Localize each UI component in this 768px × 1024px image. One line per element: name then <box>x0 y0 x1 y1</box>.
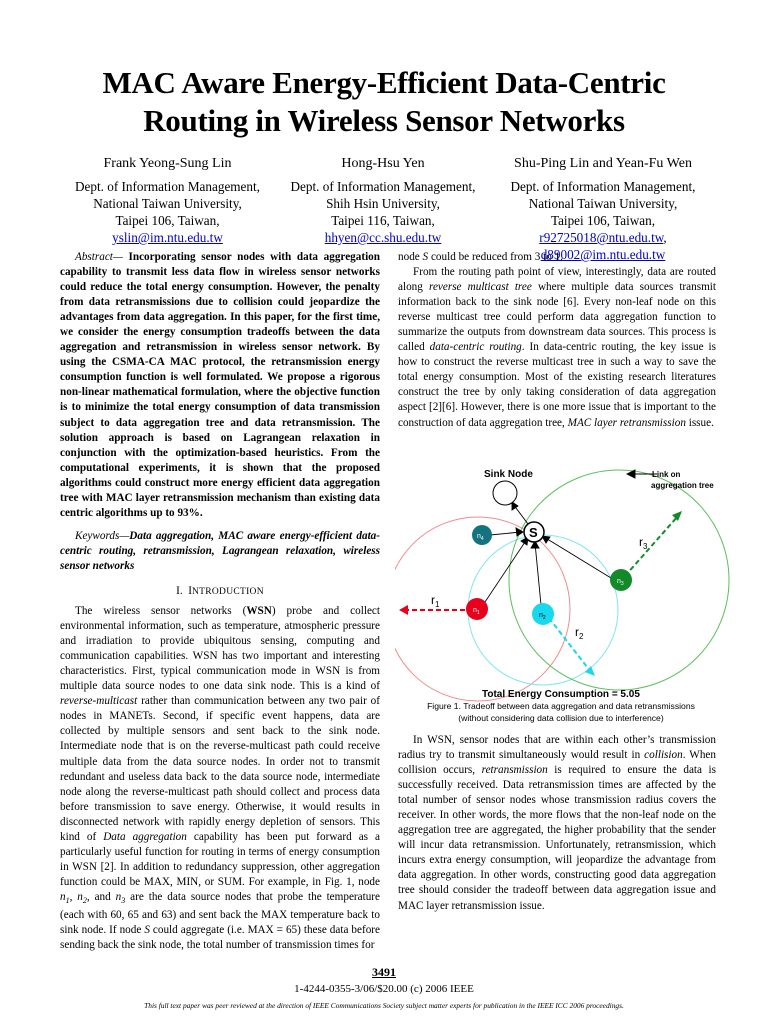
sink-node <box>493 481 517 505</box>
node-n2-label: $n_2$ <box>539 612 546 621</box>
text-run: , and <box>86 890 116 903</box>
radius-r3-label: $r_3$ <box>639 535 648 551</box>
paper-title <box>40 64 728 140</box>
figure-caption-line-2: (without considering data collision due to interference) <box>458 713 664 723</box>
intro-paragraph <box>60 604 380 953</box>
author-name: Hong-Hsu Yen <box>341 156 425 171</box>
text-run: are the data source nodes that probe the temperature (each with 60, 65 and 63) and sent back the MAX temperature back to sink node. If node <box>60 890 380 937</box>
text-run: rather than communication between any two pair of nodes in MANETs. Second, if specific event happens, data are collected by multiple sensors and sent back to the sink node. Intermediate node that is on the reverse-multicast path could receive multiple data from the data source nodes. In order not to transmit redundant and useless data back to the data source node, intermediate node along the reverse-multicast path should collect and process data before transmission to save energy. Otherwise, it would results in disconnected network with rapidly energy depletion of sensors. This kind of <box>60 695 380 843</box>
link-legend-label-2: aggregation tree <box>651 481 714 490</box>
left-column <box>60 250 380 953</box>
node-n4 <box>472 525 492 545</box>
text-run: capability has been put forward as a particularly useful function for routing in terms of energy consumption in WSN [2]. In addition to redundancy suppression, other aggregation function could be MAX, MIN, or SUM. For example, in Fig. 1, node <box>60 830 380 888</box>
title-line-1: MAC Aware Energy-Efficient Data-Centric <box>102 65 666 100</box>
text-run: data-centric routing <box>429 341 522 354</box>
text-run: WSN <box>246 605 272 618</box>
text-run: 1 <box>65 896 70 906</box>
text-run: S <box>422 251 429 263</box>
radius-r2-label: $r_2$ <box>575 625 584 641</box>
section-number: I. <box>176 584 183 597</box>
text-run: . When collision occurs, <box>398 749 716 777</box>
author-city: Taipei 106, Taiwan, <box>550 213 656 228</box>
text-run: From the routing path point of view, interestingly, data are routed along <box>398 266 716 294</box>
author-university: Shih Hsin University, <box>326 196 440 211</box>
text-run: retransmission <box>481 764 548 777</box>
text-run: , <box>69 890 78 903</box>
section-title-initial: I <box>188 584 192 597</box>
author-email-2[interactable]: d89002@im.ntu.edu.tw <box>540 247 666 262</box>
keywords-text: Data aggregation, MAC aware energy-efficient data-centric routing, retransmission, Lagrangean relaxation, wireless sensor networks <box>60 529 380 572</box>
author-dept: Dept. of Information Management, <box>290 179 476 194</box>
node-n4-label: $n_4$ <box>477 533 484 542</box>
author-email[interactable]: yslin@im.ntu.edu.tw <box>112 230 223 245</box>
text-run: 2 <box>82 896 87 906</box>
text-run: Data aggregation <box>103 830 187 843</box>
author-dept: Dept. of Information Management, <box>75 179 260 194</box>
keywords-label: Keywords— <box>75 529 130 542</box>
figure-1-diagram <box>395 462 730 702</box>
total-energy-label: Total Energy Consumption = 5.05 <box>482 689 640 700</box>
node-n1 <box>466 598 488 620</box>
text-run: n <box>115 890 122 903</box>
right-paragraph-continued <box>398 250 716 265</box>
author-university: National Taiwan University, <box>528 196 678 211</box>
author-city: Taipei 116, Taiwan, <box>331 213 435 228</box>
text-run: could aggregate (i.e. MAX = 65) these data before sending back the sink node, the total number of transmission times for <box>60 924 380 952</box>
section-title-rest: NTRODUCTION <box>191 586 264 597</box>
ieee-copyright-line: 1-4244-0355-3/06/$20.00 (c) 2006 IEEE <box>294 983 474 995</box>
author-email[interactable]: hhyen@cc.shu.edu.tw <box>324 230 442 245</box>
node-n1-label: $n_1$ <box>473 607 480 616</box>
text-run: ) probe and collect environmental information, such as temperature, atmospheric pressure and irradiation to provide ubiquitous sensing, computing and communication capabilities. WSN has two important and interesting characteristics. First, typical communication mode in WSN is from multiple data source nodes to one data sink node. This is a kind of <box>60 605 380 693</box>
peer-review-footnote: This full text paper was peer reviewed at the direction of IEEE Communications Society subject matter experts for publication in the IEEE ICC 2006 proceedings. <box>144 1001 624 1010</box>
sink-node-label: Sink Node <box>484 469 533 480</box>
radius-lines <box>407 516 678 672</box>
author-name: Frank Yeong-Sung Lin <box>103 156 232 171</box>
text-run: n <box>60 890 66 903</box>
figure-caption-line-1: Figure 1. Tradeoff between data aggregation and data retransmissions <box>427 701 695 711</box>
r2-arrowhead <box>585 666 595 676</box>
figure-caption <box>396 700 726 724</box>
keywords <box>60 529 380 574</box>
title-line-2: Routing in Wireless Sensor Networks <box>143 103 625 138</box>
text-run: issue. <box>685 416 714 429</box>
text-run: In WSN, sensor nodes that are within each other’s transmission radius try to transmit simultaneously would result in <box>398 734 716 762</box>
text-run: node <box>398 251 423 263</box>
text-run: S <box>144 924 150 937</box>
link-legend-label-1: Link on <box>652 470 681 479</box>
text-run: The wireless sensor networks ( <box>75 605 247 618</box>
node-n2 <box>532 603 554 625</box>
author-dept: Dept. of Information Management, <box>510 179 696 194</box>
author-block-3: Shu-Ping Lin and Yean-Fu Wen Dept. of Information Management, National Taiwan University, Taipei 106, Taiwan, r92725018@ntu.edu.tw, d89002@im.ntu.edu.tw <box>480 155 726 263</box>
text-run: where multiple data sources transmit information back to the sink node [6]. Every non-leaf node on this reverse multicast tree could perform data aggregation function to summarize the outputs from downstream data sources. This process is called <box>398 281 716 354</box>
right-column-bottom <box>398 733 716 914</box>
r1-arrowhead <box>399 605 408 615</box>
author-city: Taipei 106, Taiwan, <box>115 213 220 228</box>
abstract-text: Incorporating sensor nodes with data aggregation capability to transmit less data flow in wireless sensor networks could reduce the total energy consumption. However, the penalty from data retransmissions due to collision could jeopardize the advantages from data aggregation. In this paper, for the first time, we consider the energy consumption tradeoffs between the data aggregation and retransmission in wireless sensor network. By using the CSMA-CA MAC protocol, the retransmission energy consumption function is well formulated. We propose a rigorous non-linear mathematical formulation, where the objective function is to minimize the total energy consumption of data transmission subject to data aggregation tree and data retransmission. The solution approach is based on Lagrangean relaxation in conjunction with the optimization-based heuristics. From the computational experiments, it is shown that the proposed algorithms could construct more energy efficient data aggregation tree with MAC layer retransmission mechanism than existing data centric algorithms up to 93%. <box>60 251 381 519</box>
abstract <box>60 250 380 521</box>
text-run: reverse multicast tree <box>429 281 532 294</box>
right-column-top <box>398 250 716 431</box>
r3-arrowhead <box>672 511 682 521</box>
node-s-label: S <box>529 525 538 540</box>
text-run: n <box>77 890 83 903</box>
author-email[interactable]: r92725018@ntu.edu.tw <box>539 230 664 245</box>
author-block-1 <box>60 155 275 246</box>
text-run: MAC layer retransmission <box>567 416 686 429</box>
right-paragraph-routing <box>398 265 716 431</box>
author-name: Shu-Ping Lin and Yean-Fu Wen <box>514 156 692 171</box>
text-run: 3 <box>121 896 126 906</box>
text-run: . In data-centric routing, the key issue is how to construct the reverse multicast tree in such a way to save the total energy consumption. Most of the existing research literatures construct the tree by only taking consideration of data aggregation aspect [2][6]. However, there is one more issue that is important to the construction of data aggregation tree, <box>398 341 716 429</box>
text-run: is required to ensure the data is successfully received. Data retransmission times are affected by the total number of sensor nodes whose transmission radius covers the receiver. In other words, the more flows that the non-leaf node on the aggregation tree are aggregated, the higher probability that the sender will incur data retransmission. Unfortunately, retransmission, which incurs extra energy consumption, will jeopardize the advantage from data aggregation. In other words, constructing good data aggregation tree should consider the tradeoff between data aggregation issue and MAC layer retransmission issue. <box>398 764 716 912</box>
author-block-2 <box>283 155 483 246</box>
node-n3-label: $n_3$ <box>617 578 624 587</box>
section-heading <box>60 584 380 600</box>
author-university: National Taiwan University, <box>93 196 242 211</box>
radius-r1-label: $r_1$ <box>431 593 440 609</box>
text-run: could be reduced from 3 to 1. <box>428 251 563 263</box>
text-run: reverse-multicast <box>60 695 138 708</box>
page-number: 3491 <box>372 965 396 979</box>
text-run: collision <box>644 749 683 762</box>
abstract-label: Abstract— <box>75 251 123 263</box>
right-paragraph-collision <box>398 733 716 914</box>
node-n3 <box>610 569 632 591</box>
